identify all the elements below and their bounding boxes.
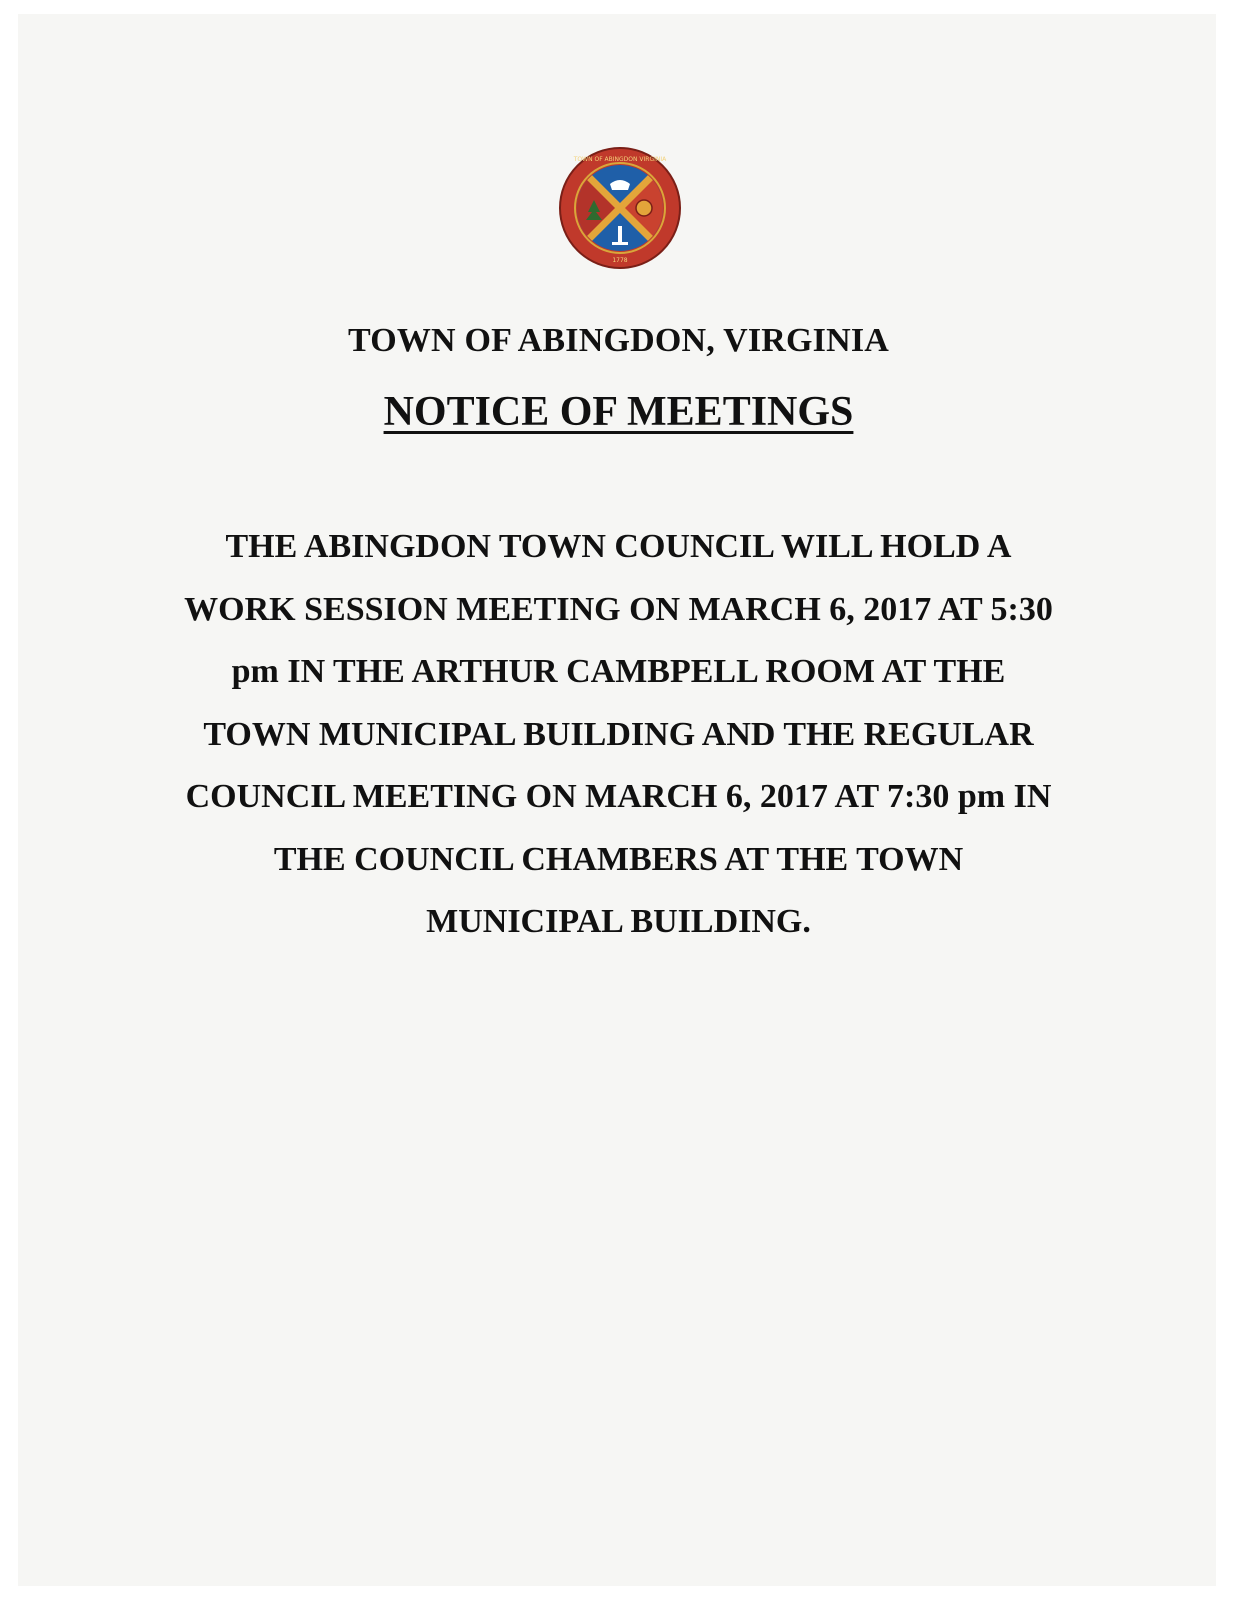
- notice-line: THE ABINGDON TOWN COUNCIL WILL HOLD A: [225, 528, 1012, 565]
- notice-title: NOTICE OF MEETINGS: [383, 389, 854, 435]
- notice-line: WORK SESSION MEETING ON MARCH 6, 2017 AT 5:30: [184, 590, 1053, 628]
- seal-medallion-icon: [636, 200, 652, 216]
- notice-line: THE COUNCIL CHAMBERS AT THE TOWN: [273, 840, 964, 878]
- notice-line: COUNCIL MEETING ON MARCH 6, 2017 AT 7:30 pm IN: [185, 778, 1052, 815]
- notice-line: TOWN MUNICIPAL BUILDING AND THE REGULAR: [203, 715, 1034, 753]
- notice-line: pm IN THE ARTHUR CAMBPELL ROOM AT THE: [231, 653, 1006, 690]
- town-seal-logo: [558, 146, 682, 270]
- seal-ring-text-mark: TOWN OF ABINGDON VIRGINIA: [573, 156, 667, 163]
- seal-year-mark: 1778: [612, 257, 628, 264]
- notice-line: MUNICIPAL BUILDING.: [426, 903, 811, 940]
- meeting-notice-body: [140, 516, 1097, 954]
- town-title: TOWN OF ABINGDON, VIRGINIA: [347, 322, 890, 359]
